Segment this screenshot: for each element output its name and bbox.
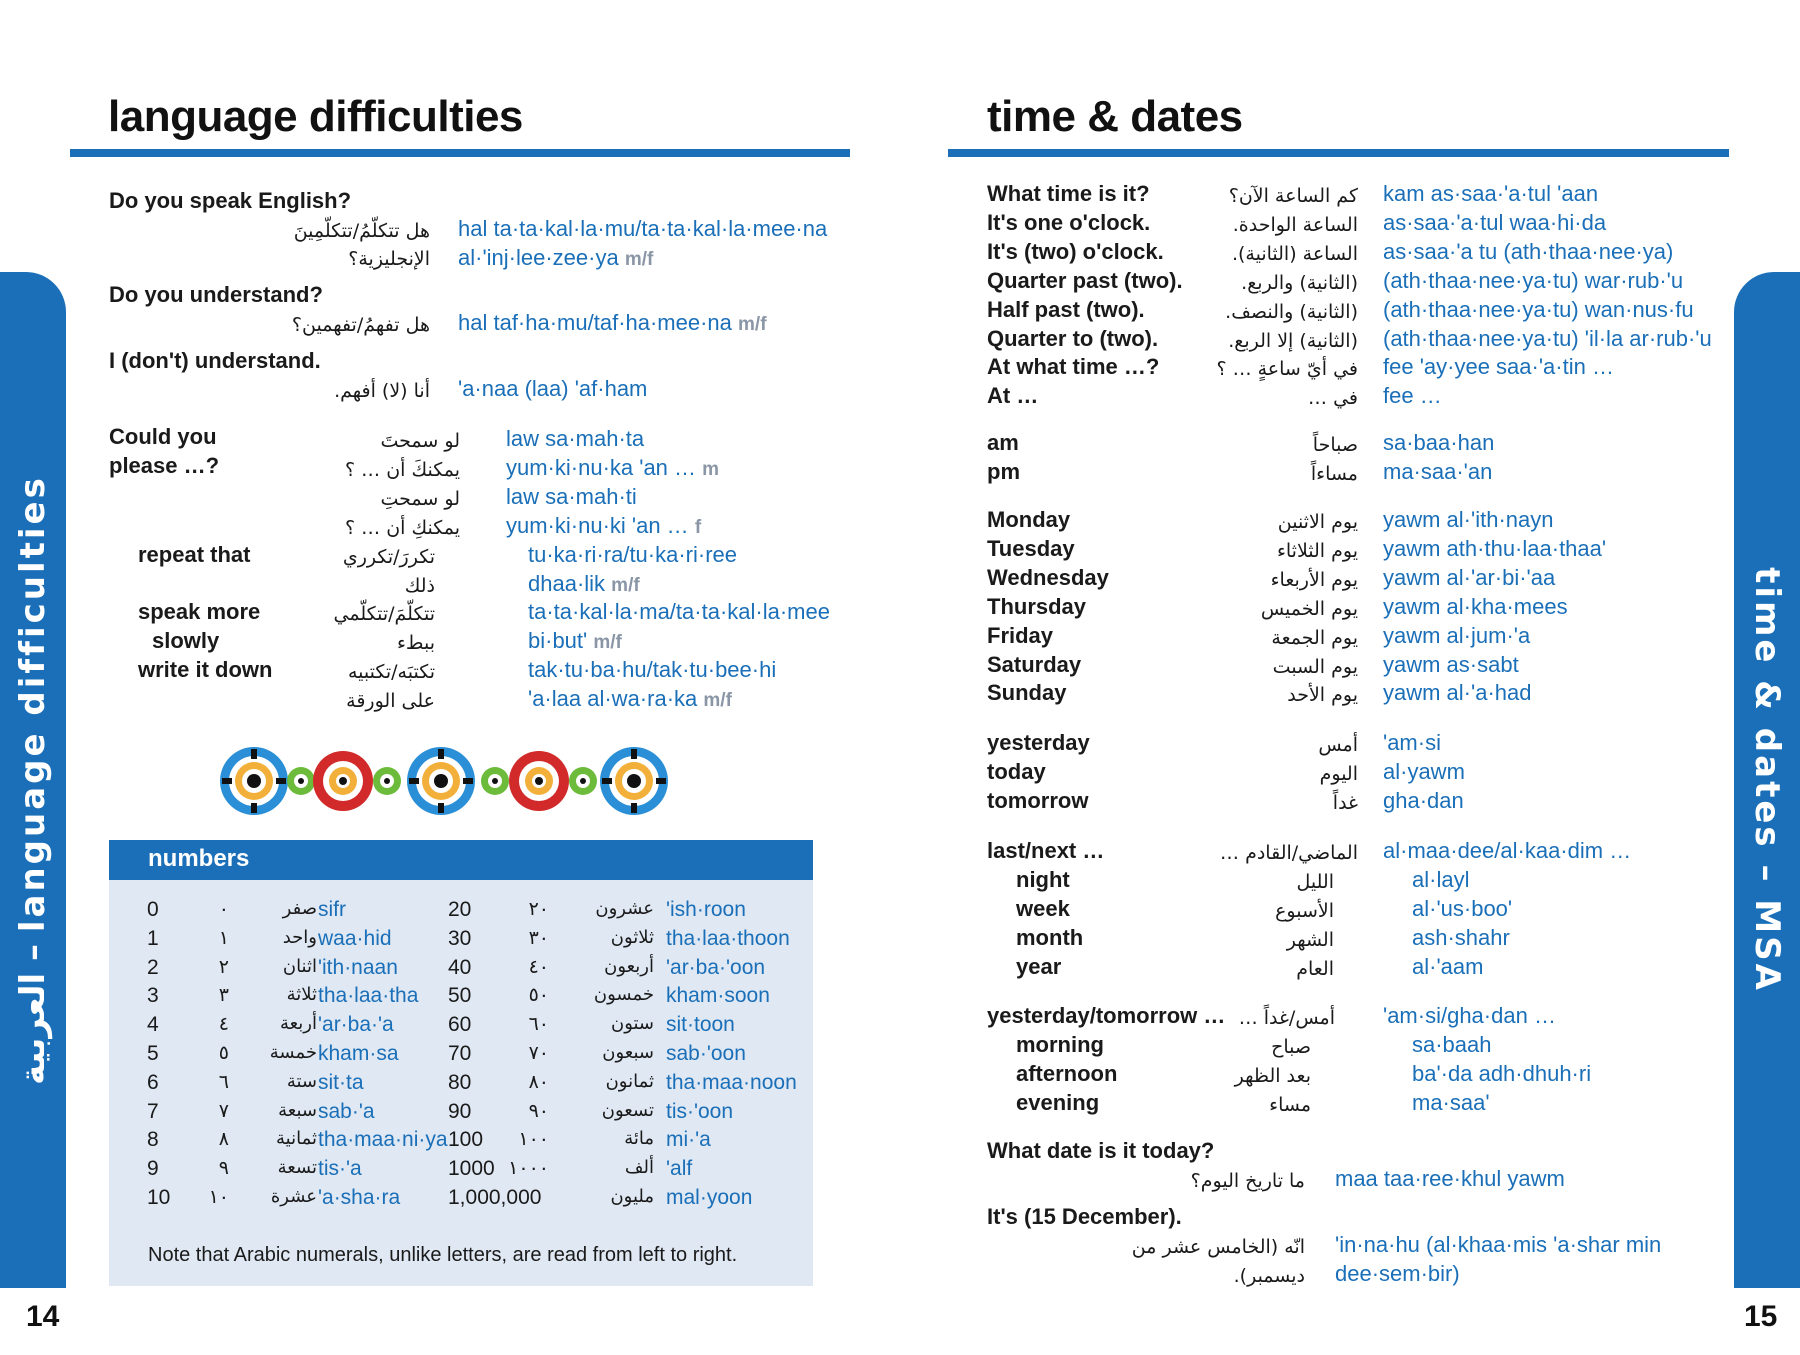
number-cell: ٦ [218,1070,229,1093]
sub-phrase-ar: على الورقة [346,690,435,712]
phrase-ar: الإنجليزية؟ [348,248,430,270]
number-cell: سبعون [602,1042,654,1063]
date-answer-ar: انّه (الخامس عشر من [1131,1236,1305,1258]
number-cell: sab·'oon [666,1042,746,1065]
number-cell: tis·'a [318,1157,362,1181]
time-en: tomorrow [987,787,1089,813]
number-cell: 1,000,000 [448,1186,542,1209]
number-cell: 0 [147,898,159,921]
time-ar: صباح [1271,1035,1311,1058]
number-cell: tha·laa·tha [318,984,419,1008]
phrase-tr: hal ta·ta·kal·la·mu/ta·ta·kal·la·mee·na [458,216,828,241]
time-ar: الساعة الواحدة. [1232,213,1358,236]
time-tr: fee 'ay·yee saa·'a·tin … [1383,354,1614,380]
number-row [109,1186,813,1215]
time-en: Quarter to (two). [987,325,1159,351]
number-row [109,1100,813,1129]
time-ar: الأسبوع [1275,899,1334,922]
time-en: evening [1016,1089,1100,1115]
number-cell: ثمانية [276,1128,317,1150]
number-cell: mi·'a [666,1128,711,1152]
phrase-ar: هل تتكلّمُ/تتكلّمِينَ [293,220,430,242]
time-ar: يوم الاثنين [1277,511,1358,533]
number-cell: tha·laa·thoon [666,926,790,950]
number-cell: tis·'oon [666,1099,734,1123]
sub-phrase-tr: 'a·laa al·wa·ra·ka m/f [528,686,732,711]
could-you-ar: يمكنكِ أن … ؟ [345,517,460,539]
time-en: Wednesday [987,564,1109,590]
time-ar: مساء [1269,1093,1311,1116]
number-cell: ٥ [218,1042,229,1064]
time-tr: as·saa·'a tu (ath·thaa·nee·ya) [1383,238,1674,264]
sub-phrase-en: repeat that [138,542,251,567]
time-tr: ma·saa' [1412,1089,1490,1115]
phrase-tr: al·'inj·lee·zee·ya m/f [458,245,654,270]
number-cell: ألف [624,1157,654,1179]
number-cell: 'ar·ba·'oon [666,955,766,979]
number-cell: 'alf [666,1157,693,1181]
time-ar: يوم الخميس [1260,597,1358,620]
time-ar: بعد الظهر [1234,1064,1311,1087]
number-cell: ثلاثون [610,926,654,948]
time-en: Tuesday [987,535,1075,561]
time-en: It's one o'clock. [987,209,1151,235]
sub-phrase-ar: ذلك [404,575,435,597]
gender-tag: m [702,459,720,480]
time-en: pm [987,458,1020,484]
number-cell: 1 [147,926,159,950]
phrase-en: Do you understand? [109,282,323,307]
could-you-tr: yum·ki·nu·ki 'an … f [506,513,702,538]
time-ar: العام [1296,957,1334,980]
time-en: It's (two) o'clock. [987,238,1164,264]
number-cell: tha·maa·noon [666,1070,797,1094]
time-en: What time is it? [987,181,1150,206]
number-cell: 'ish·roon [666,898,746,921]
time-tr: 'am·si/gha·dan … [1383,1003,1556,1028]
time-ar: الليل [1296,870,1334,893]
could-you-tr: yum·ki·nu·ka 'an … m [506,455,720,480]
number-cell: ٣٠ [528,926,549,949]
number-row [109,927,813,956]
number-cell: 6 [147,1070,159,1094]
time-tr: yawm al·jum·'a [1383,622,1531,648]
page-title-right: time & dates [987,92,1243,141]
sub-phrase-tr: dhaa·lik m/f [528,571,640,596]
time-tr: al·maa·dee/al·kaa·dim … [1383,838,1632,863]
time-tr: gha·dan [1383,787,1464,813]
date-question-tr: maa taa·ree·khul yawm [1335,1166,1565,1191]
time-ar: يوم الأربعاء [1270,568,1358,591]
time-en: yesterday [987,730,1090,755]
time-en: Sunday [987,680,1067,706]
sub-phrase-tr: bi·but' m/f [528,628,622,653]
number-cell: sit·toon [666,1013,735,1037]
number-cell: ستة [286,1070,317,1092]
number-cell: 4 [147,1013,159,1037]
time-en: month [1016,924,1084,950]
number-cell: 5 [147,1042,159,1065]
gender-tag: m/f [624,249,654,270]
sub-phrase-en: write it down [138,657,273,682]
phrase-ar: أنا (لا) أفهم. [334,380,430,402]
number-row [109,1157,813,1186]
gender-tag: m/f [703,690,732,711]
gender-tag: m/f [593,632,622,653]
time-tr: ma·saa·'an [1383,458,1493,484]
numbers-note: Note that Arabic numerals, unlike letters, are read from left to right. [148,1244,738,1266]
time-ar: أمس [1318,734,1358,756]
time-ar: يوم الأحد [1287,684,1358,707]
number-cell: سبعة [278,1099,317,1121]
number-cell: sab·'a [318,1099,375,1123]
time-en: morning [1016,1031,1104,1057]
sub-phrase-tr: tak·tu·ba·hu/tak·tu·bee·hi [528,657,777,682]
time-tr: yawm al·'ith·nayn [1383,507,1554,532]
time-tr: yawm ath·thu·laa·thaa' [1383,535,1607,561]
number-cell: 20 [448,898,472,921]
time-tr: as·saa·'a·tul waa·hi·da [1383,209,1607,235]
numbers-heading: numbers [148,845,250,872]
time-tr: ba'·da adh·dhuh·ri [1412,1060,1592,1086]
time-ar: كم الساعة الآن؟ [1228,185,1358,207]
time-en: At what time …? [987,354,1160,380]
number-cell: عشرة [270,1186,317,1207]
time-en: week [1016,895,1070,921]
number-row [109,1013,813,1042]
time-ar: مساءاً [1310,462,1358,485]
number-cell: waa·hid [318,926,392,950]
number-cell: sifr [318,898,346,921]
number-cell: 'ar·ba·'a [318,1013,394,1037]
number-row [109,1042,813,1071]
number-cell: 30 [448,926,472,950]
number-cell: ٣ [218,984,229,1007]
number-cell: صفر [282,898,317,919]
time-en: Thursday [987,593,1087,619]
number-cell: ثمانون [605,1070,654,1092]
time-en: Saturday [987,651,1082,677]
side-tab-label: time & dates – MSA [1747,567,1787,993]
time-en: afternoon [1016,1060,1118,1086]
side-tab-right [1734,272,1800,1288]
number-cell: mal·yoon [666,1186,753,1209]
time-tr: fee … [1383,383,1442,409]
sub-phrase-ar: تتكلّمَ/تتكلّمي [333,603,435,625]
number-cell: ٩٠ [528,1099,549,1122]
number-cell: kham·soon [666,984,770,1008]
time-tr: al·'us·boo' [1412,895,1513,921]
time-tr: (ath·thaa·nee·ya·tu) war·rub·'u [1383,267,1684,293]
time-ar: يوم الجمعة [1271,626,1358,649]
number-cell: 80 [448,1070,472,1094]
number-cell: ١ [218,926,229,949]
number-cell: ٢٠ [528,898,549,920]
number-cell: عشرون [595,898,654,919]
number-row [109,1128,813,1157]
time-ar: (الثانية) إلا الربع. [1228,329,1358,352]
number-cell: مائة [624,1128,654,1150]
numbers-header [109,840,813,880]
number-cell: مليون [610,1186,654,1207]
page-title-left: language difficulties [108,92,523,141]
time-ar: صباحاً [1312,434,1358,456]
time-tr: yawm al·kha·mees [1383,593,1568,619]
time-tr: ash·shahr [1412,924,1510,950]
number-cell: ستون [610,1013,654,1035]
number-cell: 100 [448,1128,484,1152]
number-cell: 3 [147,984,159,1008]
time-ar: الشهر [1286,928,1334,951]
could-you-ar: يمكنكَ أن … ؟ [345,459,460,481]
time-tr: al·layl [1412,866,1470,892]
time-en: Friday [987,622,1054,648]
number-cell: ٨ [218,1128,229,1151]
time-en: today [987,758,1046,784]
gender-tag: m/f [611,575,640,596]
number-row [109,898,813,927]
phrase-tr: hal taf·ha·mu/taf·ha·mee·na m/f [458,310,767,335]
number-cell: 'a·sha·ra [318,1186,401,1209]
page-number-right: 15 [1744,1300,1778,1333]
number-cell: 1000 [448,1157,495,1181]
number-cell: خمسة [269,1042,317,1063]
number-cell: 10 [147,1186,171,1209]
number-cell: ١٠ [208,1186,229,1208]
number-cell: 60 [448,1013,472,1037]
gender-tag: m/f [738,314,767,335]
time-en: year [1016,953,1062,979]
number-cell: ٧٠ [528,1042,549,1064]
arabesque-ornament [215,742,675,820]
page-number-left: 14 [26,1300,60,1333]
time-ar: الماضي/القادم … [1220,842,1358,864]
sub-phrase-en: speak more [138,599,261,624]
date-answer-tr: dee·sem·bir) [1335,1261,1460,1286]
sub-phrase-tr: ta·ta·kal·la·ma/ta·ta·kal·la·mee [528,599,830,624]
time-en: Monday [987,507,1071,532]
time-tr: 'am·si [1383,730,1441,755]
number-cell: تسعة [277,1157,317,1179]
side-tab-left [0,272,66,1288]
number-cell: ٧ [218,1099,229,1122]
number-row [109,1071,813,1100]
sub-phrase-ar: تكررَ/تكرري [342,546,435,568]
sub-phrase-tr: tu·ka·ri·ra/tu·ka·ri·ree [528,542,738,567]
number-cell: 40 [448,955,472,979]
number-cell: 9 [147,1157,159,1181]
time-tr: sa·baa·han [1383,430,1495,455]
time-ar: يوم السبت [1272,655,1358,678]
number-cell: 70 [448,1042,472,1065]
could-you-ar: لو سمحتِ [380,488,460,510]
number-cell: 50 [448,984,472,1008]
phrase-tr: 'a·naa (laa) 'af·ham [458,376,648,401]
could-you-en: please …? [109,453,220,478]
time-en: last/next … [987,838,1105,863]
number-cell: ٠ [218,898,229,920]
number-cell: sit·ta [318,1070,364,1094]
phrase-en: I (don't) understand. [109,348,321,373]
number-cell: tha·maa·ni·ya [318,1128,448,1152]
number-row [109,956,813,985]
time-tr: (ath·thaa·nee·ya·tu) wan·nus·fu [1383,296,1694,322]
time-en: night [1016,866,1070,892]
number-cell: 7 [147,1099,159,1123]
time-ar: في أيّ ساعةٍ … ؟ [1216,358,1358,381]
could-you-tr: law sa·mah·ta [506,426,645,451]
could-you-en: Could you [109,424,217,449]
time-tr: al·yawm [1383,758,1465,784]
time-tr: sa·baah [1412,1031,1492,1057]
phrase-ar: هل تفهمُ/تفهمين؟ [291,314,430,336]
time-ar: أمس/غداً … [1238,1007,1335,1029]
number-cell: ٦٠ [528,1013,549,1036]
number-cell: 'ith·naan [318,955,398,979]
time-en: At … [987,383,1039,409]
number-cell: ٥٠ [528,984,549,1007]
time-en: Half past (two). [987,296,1145,322]
number-row [109,984,813,1013]
time-ar: في … [1308,387,1358,410]
title-rule-left [70,149,850,157]
number-cell: أربعون [604,955,654,977]
number-cell: kham·sa [318,1042,399,1065]
number-cell: ٢ [218,955,229,978]
side-tab-label: العربية – language difficulties [13,475,53,1085]
time-tr: yawm al·'ar·bi·'aa [1383,564,1556,590]
time-tr: yawm al·'a·had [1383,680,1532,706]
number-cell: أربعة [279,1013,317,1035]
number-cell: ١٠٠ [518,1128,549,1151]
number-cell: 8 [147,1128,159,1152]
date-question-ar: ما تاريخ اليوم؟ [1190,1170,1305,1192]
time-en: am [987,430,1019,455]
date-question-en: What date is it today? [987,1138,1215,1163]
date-answer-en: It's (15 December). [987,1204,1182,1229]
title-rule-right [948,149,1729,157]
time-ar: غداً [1332,791,1358,814]
time-en: yesterday/tomorrow … [987,1003,1226,1028]
sub-phrase-ar: ببطء [397,632,435,654]
time-ar: اليوم [1319,762,1358,785]
could-you-ar: لو سمحتَ [380,430,460,452]
number-cell: خمسون [593,984,654,1006]
number-cell: ٩ [218,1157,229,1180]
phrase-en: Do you speak English? [109,188,352,213]
time-tr: kam as·saa·'a·tul 'aan [1383,181,1599,206]
time-ar: (الثانية) والنصف. [1225,300,1358,323]
number-cell: ١٠٠٠ [508,1157,549,1180]
number-cell: 90 [448,1099,472,1123]
gender-tag: f [694,517,702,538]
number-cell: ٨٠ [528,1070,549,1093]
time-tr: yawm as·sabt [1383,651,1519,677]
time-ar: (الثانية) والربع. [1241,271,1358,294]
date-answer-tr: 'in·na·hu (al·khaa·mis 'a·shar min [1335,1232,1662,1257]
date-answer-ar: ديسمبر). [1233,1265,1305,1287]
number-cell: ثلاثة [286,984,317,1006]
could-you-tr: law sa·mah·ti [506,484,637,509]
sub-phrase-ar: تكتبَه/تكتبيه [347,661,435,683]
time-tr: al·'aam [1412,953,1484,979]
time-ar: يوم الثلاثاء [1276,539,1358,562]
time-tr: (ath·thaa·nee·ya·tu) 'il·la ar·rub·'u [1383,325,1712,351]
number-cell: 2 [147,955,159,979]
number-cell: تسعون [601,1099,654,1121]
number-cell: واحد [282,926,317,948]
sub-phrase-en: slowly [152,628,220,653]
number-cell: اثنان [282,955,317,977]
time-en: Quarter past (two). [987,267,1183,293]
number-cell: ٤٠ [528,955,549,978]
number-cell: ٤ [218,1013,229,1036]
time-ar: الساعة (الثانية). [1231,242,1358,265]
